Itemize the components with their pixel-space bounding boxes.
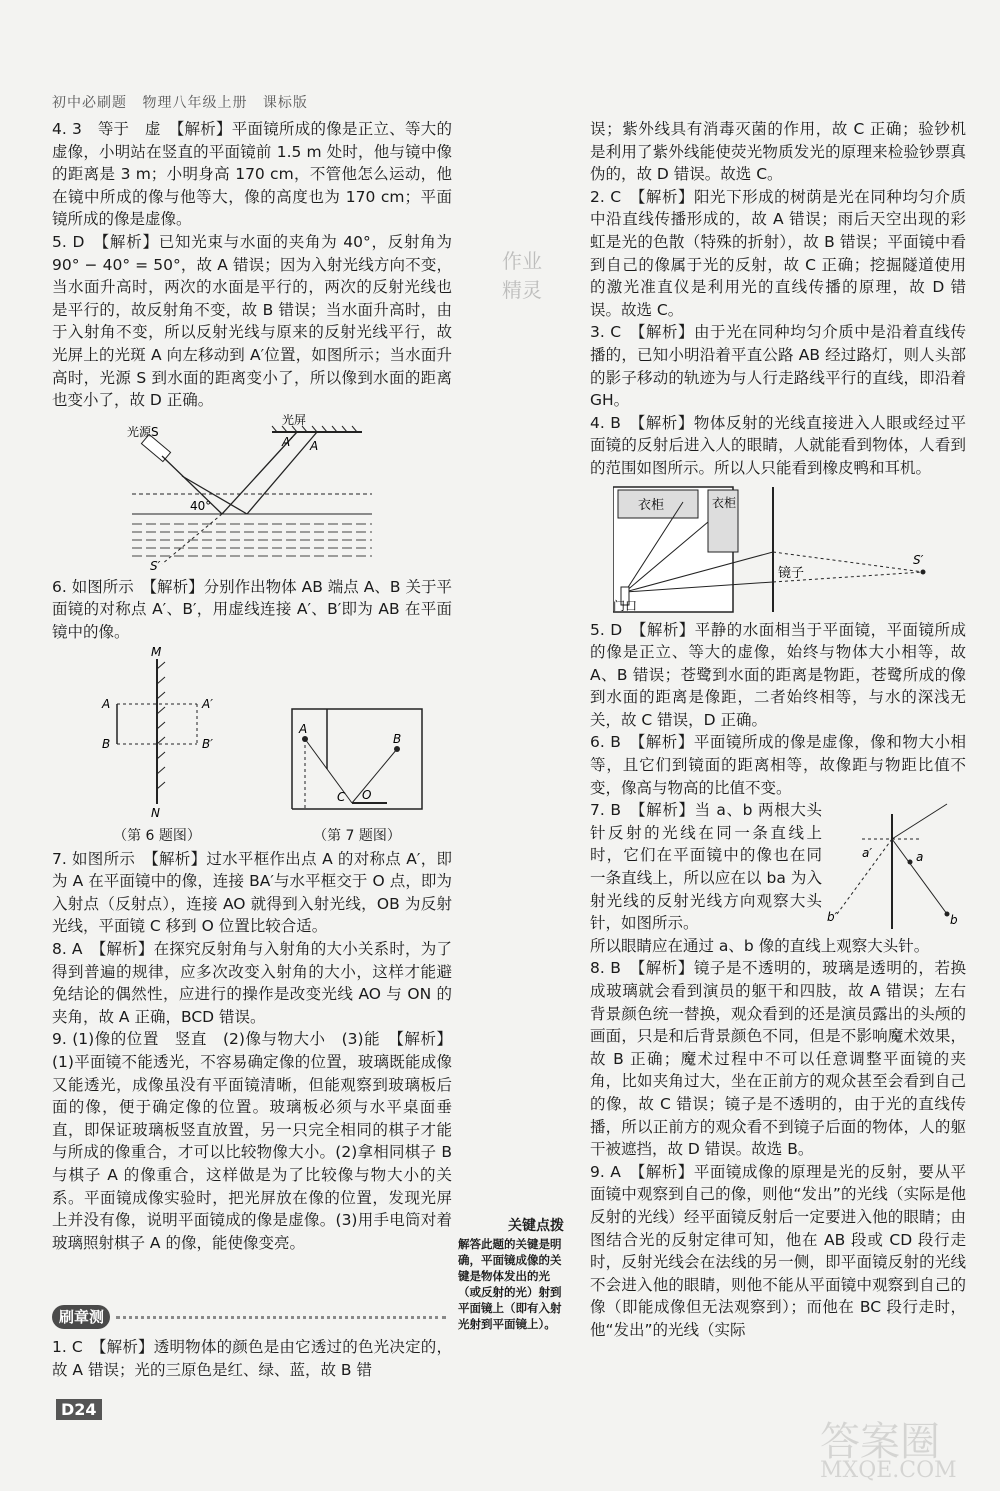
label-a-prime: a′ xyxy=(862,846,873,861)
label-b: B xyxy=(393,731,402,746)
label-b-prime: B′ xyxy=(202,736,213,751)
answer-7-with-figure xyxy=(590,799,966,935)
section-bar xyxy=(52,1305,452,1331)
running-header xyxy=(52,92,318,112)
subject-title: 物理八年级上册 xyxy=(142,95,248,111)
dotted-divider xyxy=(116,1316,446,1319)
figure-5-reflection xyxy=(122,414,382,574)
chapter-answer-6: 6. B 【解析】平面镜所成的像是虚像，像和物大小相等，且它们到镜面的距离相等，故像距与物距比值不变，像高与物高的比值不变。 xyxy=(590,733,966,797)
left-column xyxy=(52,118,452,1254)
answer-8: 8. A 【解析】在探究反射角与入射角的大小关系时，为了得到普遍的规律，应多次改变入射角的大小，这样才能避免结论的偶然性，应进行的操作是改变光线 AO 与 ON 的夹角，故 A 正确，BCD 错误。 xyxy=(52,940,452,1026)
figure-7-box xyxy=(287,699,427,819)
figures-6-7 xyxy=(52,644,452,848)
label-a-prime: A′ xyxy=(202,696,213,711)
chapter-answer-9: 9. A 【解析】平面镜成像的原理是光的反射，要从平面镜中观察到自己的像，则他“发出”的光线（实际是他反射的光线）经平面镜反射后一定要进入他的眼睛；由图结合光的反射定律可知，他在 AB 段或 CD 段行走时，反射光线会在法线的另一侧，即平面镜反射的光线不会进入他的眼睛，则他不能从平面镜中观察到自己的像（即能成像但无法观察到）；而他在 BC 段行走时，他“发出”的光线（实际 xyxy=(590,1162,966,1339)
book-title: 初中必刷题 xyxy=(52,95,127,111)
answer-7: 7. 如图所示 【解析】过水平框作出点 A 的对称点 A′，即为 A 在平面镜中的像，连接 BA′与水平框交于 O 点，即为入射点（反射点），连接 AO 就得到入射光线，OB 为反射光线，平面镜 C 移到 O 位置比较合适。 xyxy=(52,849,452,936)
label-door: 门口 xyxy=(613,598,638,613)
label-b-prime: b′ xyxy=(827,910,838,925)
label-screen: 光屏 xyxy=(282,413,307,427)
watermark-logo: 答案圈 xyxy=(820,1419,940,1465)
answer-5: 5. D 【解析】已知光束与水面的夹角为 40°，反射角为 90° − 40° = 50°，故 A 错误；因为入射光线方向不变，当水面升高时，两次的水面是平行的，两次的反射光线也是平行的，故反射角不变，故 B 错误；当水面升高时，由于入射角不变，所以反射光线与原来的反射光线平行，故光屏上的光斑 A 向左移动到 A′位置，如图所示；当水面升高时，光源 S 到水面的距离变小了，所以像到水面的距离也变小了，故 D 正确。 xyxy=(52,232,452,410)
label-b: B xyxy=(102,736,111,751)
label-m: M xyxy=(151,644,162,659)
watermark-url: MXQE.COM xyxy=(820,1458,957,1483)
watermark-text: 精灵 xyxy=(502,278,542,302)
figure-7 xyxy=(287,699,427,848)
label-a: A xyxy=(299,721,308,736)
label-wardrobe-1: 衣柜 xyxy=(638,497,665,513)
right-column xyxy=(590,118,966,1342)
answer-9: 9. (1)像的位置 竖直 (2)像与物大小 (3)能 【解析】(1)平面镜不能透光，不容易确定像的位置，玻璃既能成像又能透光，成像虽没有平面镜清晰，但能观察到玻璃板后面的像，便于确定像的位置。玻璃板必须与水平桌面垂直，即保证玻璃板竖直放置，另一只完全相同的棋子才能与所成的像重合，才可以比较物像大小。(2)拿相同棋子 B 与棋子 A 的像重合，这样做是为了比较像与物大小的关系。平面镜成像实验时，把光屏放在像的位置，发现光屏上并没有像，说明平面镜成的像是虚像。(3)用手电筒对着玻璃照射棋子 A 的像，能使像变亮。 xyxy=(52,1030,452,1252)
watermark-stamp xyxy=(452,245,592,340)
label-a-prime: A′ xyxy=(282,434,293,449)
label-wardrobe-2: 衣柜 xyxy=(712,495,737,510)
figure-6 xyxy=(77,644,237,848)
edition: 课标版 xyxy=(262,95,308,111)
key-point-sidebar xyxy=(458,1218,564,1332)
watermark-text: 作业 xyxy=(502,249,542,273)
chapter-answer-1: 1. C 【解析】透明物体的颜色是由它透过的色光决定的，故 A 错误；光的三原色是红、绿、蓝，故 B 错 xyxy=(52,1338,452,1379)
label-mirror: 镜子 xyxy=(778,565,805,581)
caption-figure-7: （第 7 题图） xyxy=(313,828,401,845)
chapter-answer-4: 4. B 【解析】物体反射的光线直接进入人眼或经过平面镜的反射后进入人的眼睛，人就能看到物体，人看到的范围如图所示。所以人只能看到橡皮鸭和耳机。 xyxy=(590,413,966,477)
label-s-prime: S′ xyxy=(150,558,161,573)
label-a: A xyxy=(310,438,319,453)
label-s-prime: S′ xyxy=(913,552,924,567)
figure-pins xyxy=(822,799,962,934)
label-n: N xyxy=(151,805,160,819)
answer-6: 6. 如图所示 【解析】分别作出物体 AB 端点 A、B 关于平面镜的对称点 A′、B′，用虚线连接 A′、B′即为 AB 在平面镜中的像。 xyxy=(52,577,452,641)
label-b: b xyxy=(950,913,958,928)
chapter-answer-7: 7. B 【解析】当 a、b 两根大头针反射的光线在同一条直线上时，它们在平面镜中的像也在同一条直线上，所以应在以 ba 为入射光线的反射光线方向观察大头针，如图所示。 xyxy=(590,801,822,933)
sidebar-text: 解答此题的关键是明确，平面镜成像的关键是物体发出的光（或反射的光）射到平面镜上（即有入射光射到平面镜上）。 xyxy=(458,1237,562,1331)
page-number: D24 xyxy=(56,1399,102,1420)
label-a: A xyxy=(102,696,111,711)
chapter-answer-5: 5. D 【解析】平静的水面相当于平面镜，平面镜所成的像是正立、等大的虚像，始终与物体大小相等，故 A、B 错误；苍鹭到水面的距离是物距，苍鹭所成的像到水面的距离是像距，二者始终相等，与水的深浅无关，故 C 错误，D 正确。 xyxy=(590,620,966,729)
label-o: O xyxy=(362,787,372,802)
sidebar-title: 关键点拨 xyxy=(508,1218,564,1234)
label-c: C xyxy=(337,789,346,804)
figure-6-mirror xyxy=(77,644,237,819)
section-title: 刷章测 xyxy=(52,1305,110,1329)
label-a: a xyxy=(916,850,924,865)
chapter-answer-2: 2. C 【解析】阳光下形成的树荫是光在同种均匀介质中沿直线传播形成的，故 A 错误；雨后天空出现的彩虹是光的色散（特殊的折射），故 B 错误；平面镜中看到自己的像属于光的反射，故 C 正确；挖掘隧道使用的激光准直仪是利用光的直线传播的原理，故 D 错误。故选 C。 xyxy=(590,187,966,319)
chapter-answer-3: 3. C 【解析】由于光在同种均匀介质中是沿着直线传播的，已知小明沿着平直公路 AB 经过路灯，则人头部的影子移动的轨迹为与人行走路线平行的直线，即沿着 GH。 xyxy=(590,323,966,410)
chapter-test-start xyxy=(52,1336,452,1381)
label-light-source: 光源S xyxy=(127,424,159,439)
figure-room-mirror xyxy=(613,482,943,617)
chapter-answer-8: 8. B 【解析】镜子是不透明的，玻璃是透明的，若换成玻璃就会看到演员的躯干和四肢，故 A 错误；左右背景颜色统一替换，观众看到的还是演员露出的头颅的画面，只是和后背景颜色不同，但是不影响魔术效果，故 B 正确；魔术过程中不可以任意调整平面镜的夹角，比如夹角过大，坐在正前方的观众甚至会看到自己的像，故 C 错误；镜子是不透明的，由于光的直线传播，所以正前方的观众看不到镜子后面的物体，人的躯干被遮挡，故 D 错误。故选 B。 xyxy=(590,959,966,1159)
label-angle: 40° xyxy=(190,498,212,513)
chapter-answer-1-cont: 误；紫外线具有消毒灭菌的作用，故 C 正确；验钞机是利用了紫外线能使荧光物质发光的原理来检验钞票真伪的，故 D 错误。故选 C。 xyxy=(590,120,966,184)
answer-4: 4. 3 等于 虚 【解析】平面镜所成的像是正立、等大的虚像，小明站在竖直的平面镜前 1.5 m 处时，他与镜中像的距离是 3 m；小明身高 170 cm，不管他怎么运动，他在镜中所成的像与他等大，像的高度也为 170 cm；平面镜所成的像是虚像。 xyxy=(52,120,452,229)
chapter-answer-7-cont: 所以眼睛应在通过 a、b 像的直线上观察大头针。 xyxy=(590,936,930,955)
caption-figure-6: （第 6 题图） xyxy=(113,828,201,845)
